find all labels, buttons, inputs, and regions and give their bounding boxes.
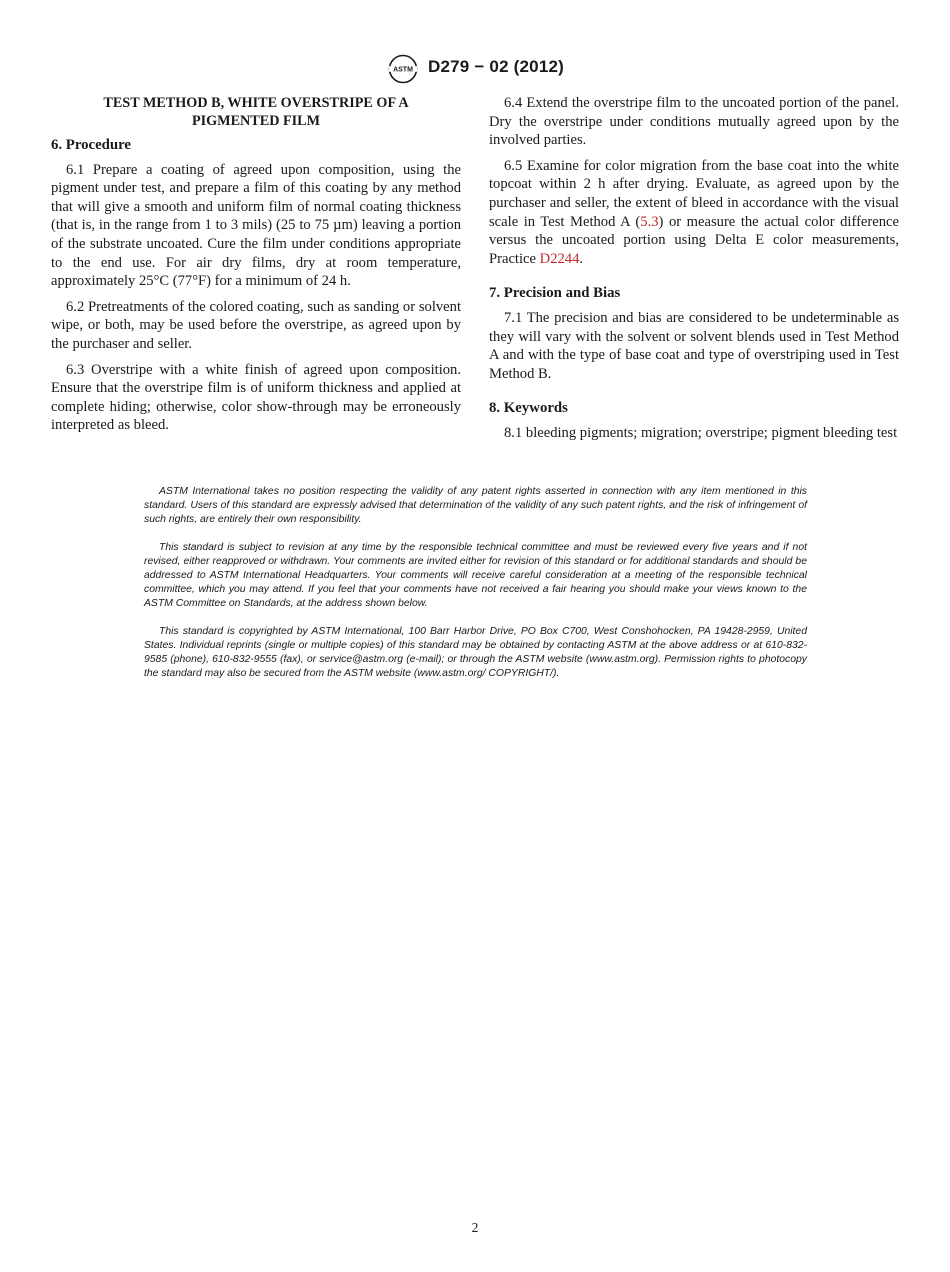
section-7-heading: 7. Precision and Bias — [489, 285, 621, 302]
section-8-heading: 8. Keywords — [489, 400, 568, 417]
page-header — [0, 54, 950, 84]
standard-designation: D279 − 02 (2012) — [428, 57, 564, 76]
method-title-line2: PIGMENTED FILM — [191, 113, 321, 129]
revision-notice: This standard is subject to revision at any time by the responsible technical committee and must be reviewed every five years and if not revised, either reapproved or withdrawn. Your comments are invited either for revision of this standard or for additional standards and should be addressed to ASTM International Headquarters. Your comments will receive careful consideration at a meeting of the responsible technical committee, which you may attend. If you feel that your comments have not received a fair hearing you should make your views known to the ASTM Committee on Standards, at the address shown below. — [144, 542, 807, 609]
test-method-b-title — [51, 94, 461, 130]
paragraph-6-2: 6.2 Pretreatments of the colored coating, such as sanding or solvent wipe, or both, may be used before the overstripe, as agreed upon by the purchaser and seller. — [51, 298, 461, 352]
left-column — [51, 92, 461, 442]
patent-notice: ASTM International takes no position respecting the validity of any patent rights asserted in connection with any item mentioned in this standard. Users of this standard are expressly advised that determination of the validity of any such patent rights, and the risk of infringement of such rights, are entirely their own responsibility. — [144, 486, 807, 525]
method-title-line1: TEST METHOD B, WHITE OVERSTRIPE OF A — [103, 95, 409, 111]
paragraph-6-5 — [489, 157, 899, 269]
paragraph-6-1: 6.1 Prepare a coating of agreed upon composition, using the pigment under test, and prepare a film of this coating by any method that will give a smooth and uniform film of normal coating thickness (that is, in the range from 1 to 3 mils) (25 to 75 µm) leaving a portion of the substrate uncoated. Cure the film under conditions appropriate to the end use. For air dry films, dry at room temperature, approximately 25°C (77°F) for a minimum of 24 h. — [51, 161, 461, 290]
paragraph-6-3: 6.3 Overstripe with a white finish of agreed upon composition. Ensure that the overstripe film is of uniform thickness and applied at complete hiding; otherwise, color show-through may be erroneously interpreted as bleed. — [51, 361, 461, 434]
copyright-notice: This standard is copyrighted by ASTM International, 100 Barr Harbor Drive, PO Box C700, West Conshohocken, PA 19428-2959, United States. Individual reprints (single or multiple copies) of this standard may be obtained by contacting ASTM at the above address or at 610-832-9585 (phone), 610-832-9555 (fax), or service@astm.org (e-mail); or through the ASTM website (www.astm.org). Permission rights to photocopy the standard may also be secured from the ASTM website (www.astm.org/ COPYRIGHT/). — [144, 626, 807, 679]
paragraph-8-1: 8.1 bleeding pigments; migration; overstripe; pigment bleeding test — [504, 424, 898, 441]
page-number: 2 — [471, 1220, 479, 1235]
astm-notices — [144, 485, 807, 696]
right-column — [489, 92, 899, 450]
link-section-5-3[interactable]: 5.3 — [640, 213, 659, 230]
spacer — [489, 275, 899, 284]
p6-5-text-c: . — [579, 250, 584, 267]
astm-logo-icon — [386, 54, 420, 84]
spacer — [489, 390, 899, 399]
paragraph-6-4: 6.4 Extend the overstripe film to the uncoated portion of the panel. Dry the overstripe under conditions mutually agreed upon by the involved parties. — [489, 95, 899, 149]
p6-5-text-b: ) or measure the actual color difference versus the uncoated portion using Delta E color measurements, Practice — [489, 213, 899, 267]
link-d2244[interactable]: D2244 — [539, 250, 580, 267]
p6-5-text-a: 6.5 Examine for color migration from the base coat into the white topcoat within 2 h after drying. Evaluate, as agreed upon by the purchaser and seller, the extent of bleed in accordance with the visual scale in Test Method A ( — [489, 157, 899, 230]
logo-text: ASTM — [393, 66, 413, 74]
paragraph-7-1: 7.1 The precision and bias are considered to be undeterminable as they will vary with the solvent or solvent blends used in Test Method A and with the type of base coat and type of overstriping used in Test Method B. — [489, 309, 899, 382]
section-6-heading: 6. Procedure — [51, 137, 131, 153]
